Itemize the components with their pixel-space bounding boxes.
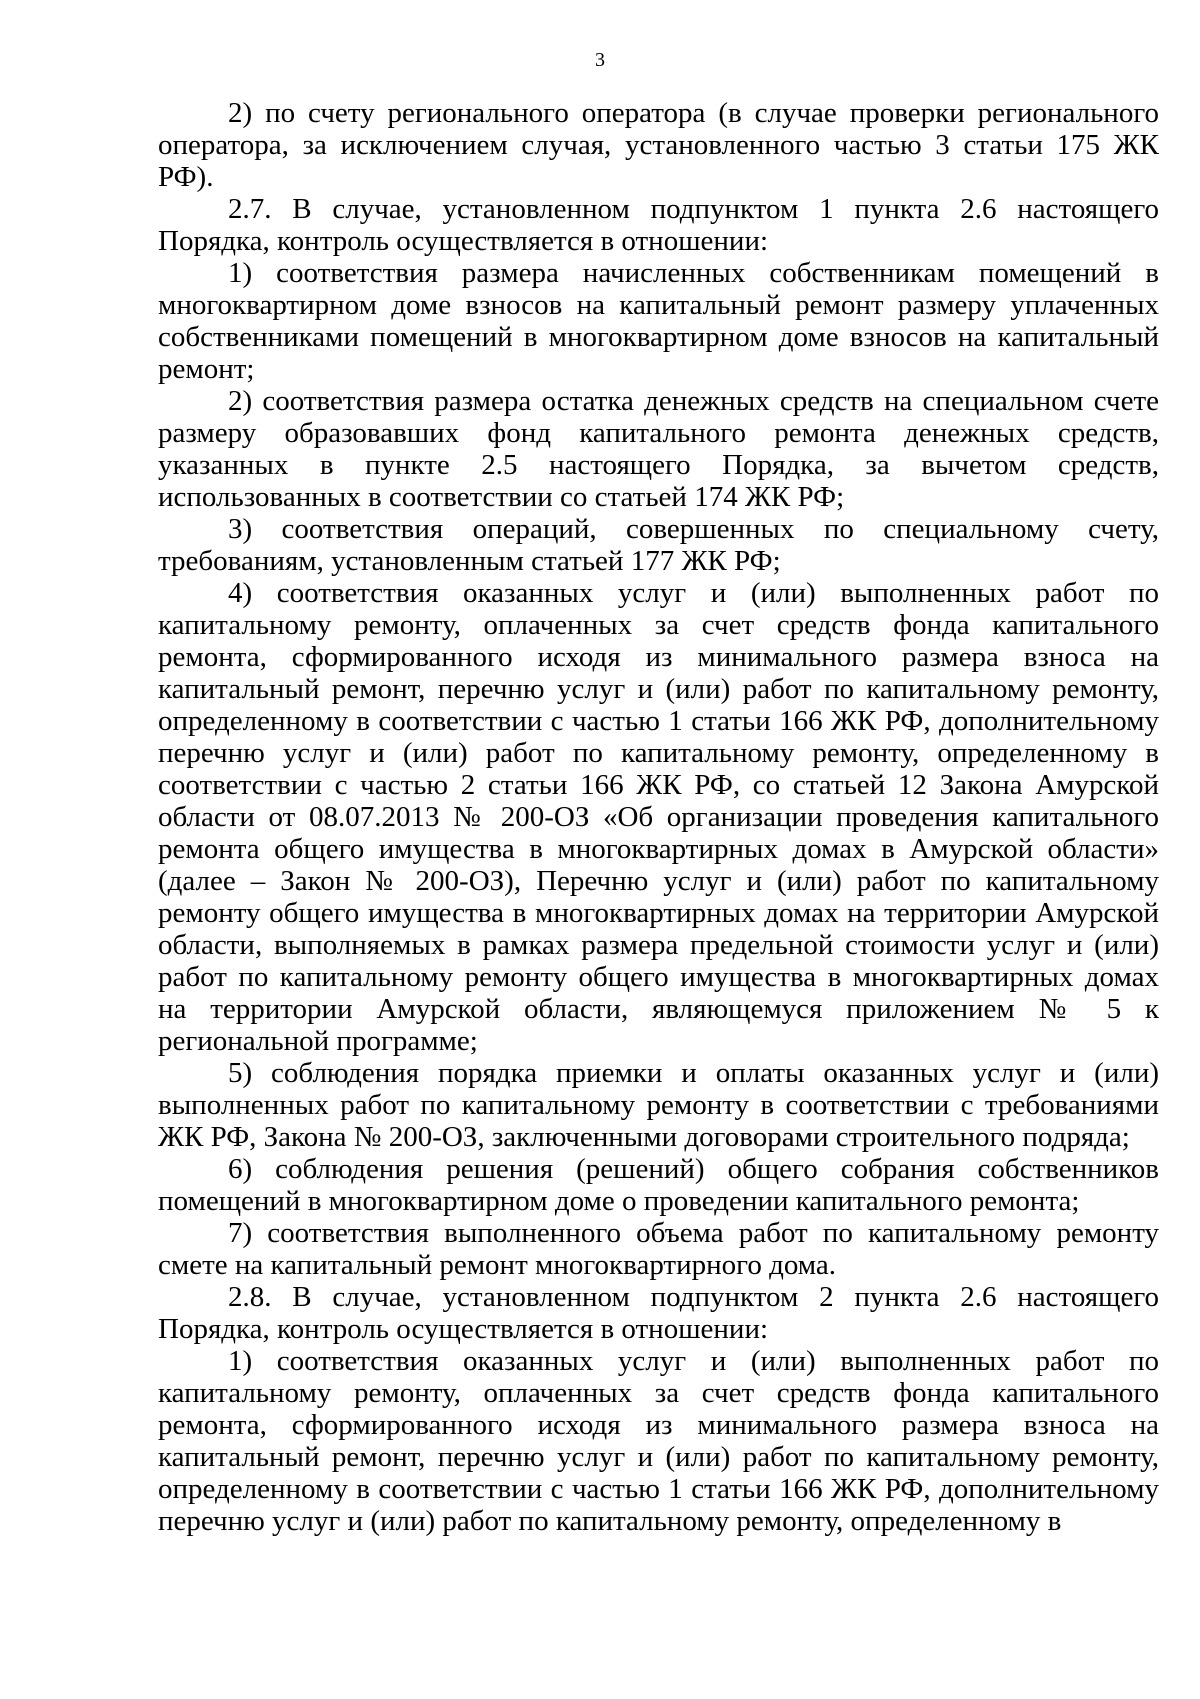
paragraph: 2) соответствия размера остатка денежных средств на специальном счете размеру образовавших фонд капитального ремонта денежных средств, указанных в пункте 2.5 настоящего Порядка, за вычетом средств, использованных в соответствии со статьей 174 ЖК РФ;	[158, 385, 1159, 513]
paragraph: 2) по счету регионального оператора (в случае проверки регионального оператора, за исключением случая, установленного частью 3 статьи 175 ЖК РФ).	[158, 97, 1159, 193]
paragraph: 3) соответствия операций, совершенных по специальному счету, требованиям, установленным статьей 177 ЖК РФ;	[158, 513, 1159, 577]
document-body	[158, 97, 1159, 1537]
paragraph: 2.7. В случае, установленном подпунктом 1 пункта 2.6 настоящего Порядка, контроль осуществляется в отношении:	[158, 193, 1159, 257]
paragraph: 1) соответствия размера начисленных собственникам помещений в многоквартирном доме взносов на капитальный ремонт размеру уплаченных собственниками помещений в многоквартирном доме взносов на капитальный ремонт;	[158, 257, 1159, 385]
paragraph: 5) соблюдения порядка приемки и оплаты оказанных услуг и (или) выполненных работ по капитальному ремонту в соответствии с требованиями ЖК РФ, Закона № 200-ОЗ, заключенными договорами строительного подряда;	[158, 1057, 1159, 1153]
paragraph: 4) соответствия оказанных услуг и (или) выполненных работ по капитальному ремонту, оплаченных за счет средств фонда капитального ремонта, сформированного исходя из минимального размера взноса на капитальный ремонт, перечню услуг и (или) работ по капитальному ремонту, определенному в соответствии с частью 1 статьи 166 ЖК РФ, дополнительному перечню услуг и (или) работ по капитальному ремонту, определенному в соответствии с частью 2 статьи 166 ЖК РФ, со статьей 12 Закона Амурской области от 08.07.2013 № 200-ОЗ «Об организации проведения капитального ремонта общего имущества в многоквартирных домах в Амурской области» (далее – Закон № 200-ОЗ), Перечню услуг и (или) работ по капитальному ремонту общего имущества в многоквартирных домах на территории Амурской области, выполняемых в рамках размера предельной стоимости услуг и (или) работ по капитальному ремонту общего имущества в многоквартирных домах на территории Амурской области, являющемуся приложением № 5 к региональной программе;	[158, 577, 1159, 1057]
paragraph: 7) соответствия выполненного объема работ по капитальному ремонту смете на капитальный ремонт многоквартирного дома.	[158, 1217, 1159, 1281]
page-number: 3	[595, 49, 605, 71]
paragraph: 1) соответствия оказанных услуг и (или) выполненных работ по капитальному ремонту, оплаченных за счет средств фонда капитального ремонта, сформированного исходя из минимального размера взноса на капитальный ремонт, перечню услуг и (или) работ по капитальному ремонту, определенному в соответствии с частью 1 статьи 166 ЖК РФ, дополнительному перечню услуг и (или) работ по капитальному ремонту, определенному в	[158, 1345, 1159, 1537]
paragraph: 6) соблюдения решения (решений) общего собрания собственников помещений в многоквартирном доме о проведении капитального ремонта;	[158, 1153, 1159, 1217]
paragraph: 2.8. В случае, установленном подпунктом 2 пункта 2.6 настоящего Порядка, контроль осуществляется в отношении:	[158, 1281, 1159, 1345]
